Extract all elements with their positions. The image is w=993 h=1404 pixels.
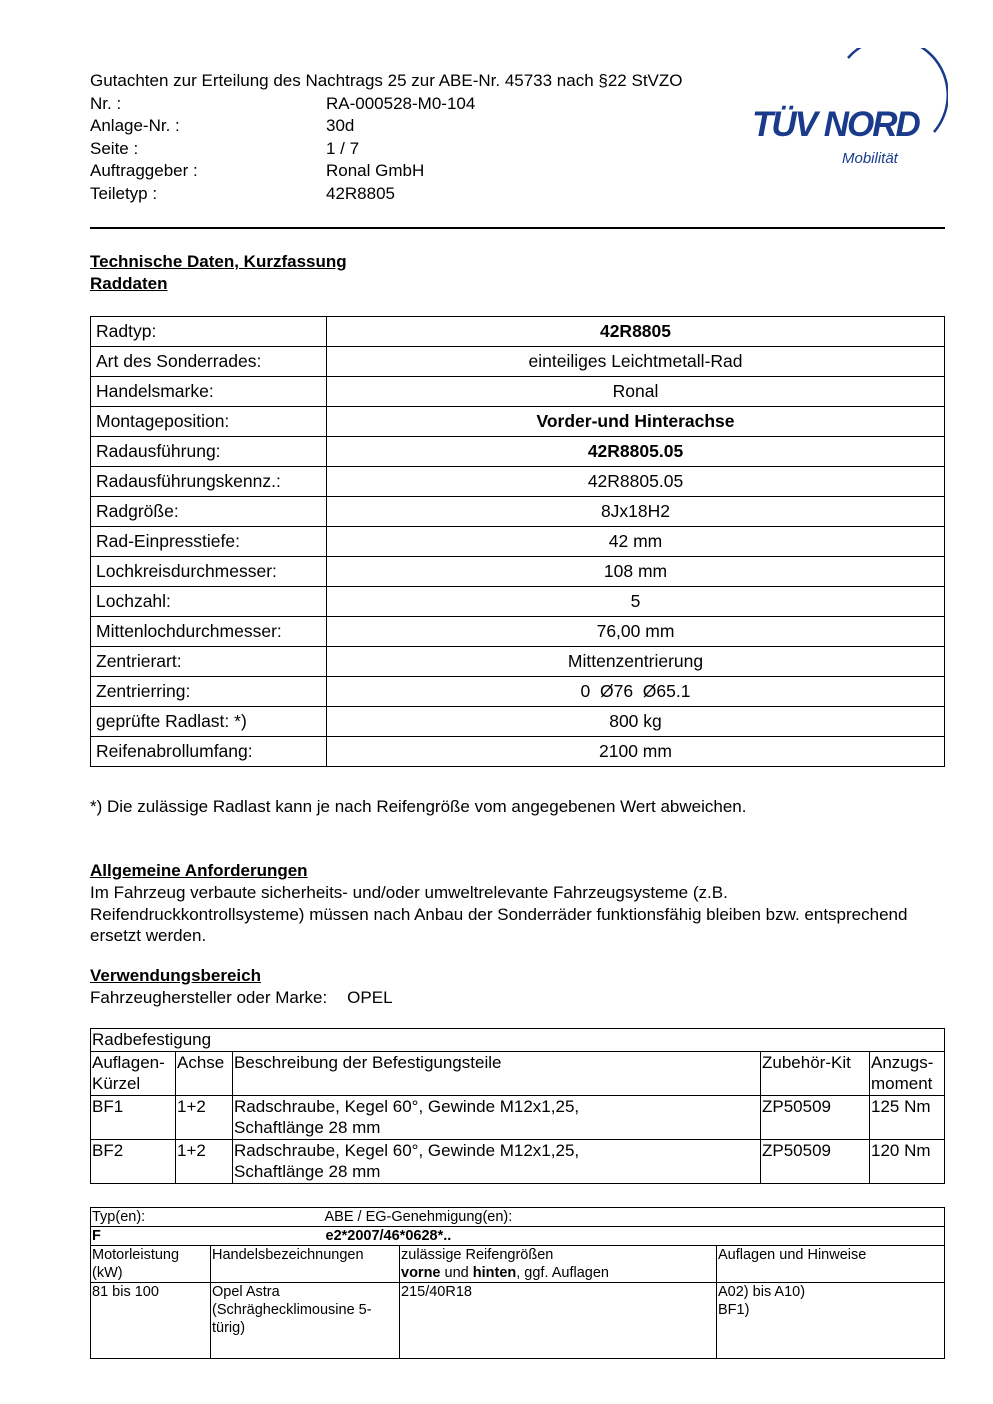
table-value: 8Jx18H2 <box>327 497 945 527</box>
table-label: Handelsmarke: <box>91 377 327 407</box>
table-label: geprüfte Radlast: *) <box>91 707 327 737</box>
table-row <box>91 1283 945 1359</box>
table-label: Montageposition: <box>91 407 327 437</box>
description-line: Schaftlänge 28 mm <box>234 1118 381 1137</box>
table-value: Mittenzentrierung <box>327 647 945 677</box>
table-cell <box>233 1095 761 1139</box>
column-header-handel: Handelsbezeichnungen <box>211 1246 400 1283</box>
table-cell <box>717 1283 945 1359</box>
header-row-anlage <box>90 115 750 138</box>
header-label: Seite : <box>90 138 139 158</box>
table-cell: 81 bis 100 <box>91 1283 211 1359</box>
manufacturer-label: Fahrzeughersteller oder Marke: <box>90 988 328 1007</box>
column-header-reifen <box>400 1246 717 1283</box>
table-value: 0 Ø76 Ø65.1 <box>327 677 945 707</box>
header-bold: hinten <box>472 1265 517 1281</box>
table-label: Radtyp: <box>91 317 327 347</box>
typ-label-row <box>91 1208 945 1227</box>
section-subtitle: Raddaten <box>90 274 168 293</box>
table-cell: ZP50509 <box>761 1095 870 1139</box>
table-label: Mittenlochdurchmesser: <box>91 617 327 647</box>
header-line: zulässige Reifengrößen <box>401 1247 554 1263</box>
table-value: 2100 mm <box>327 737 945 767</box>
header-label: Nr. : <box>90 93 122 113</box>
logo-sub-text: Mobilität <box>842 150 898 167</box>
table-header-row <box>91 1246 945 1283</box>
table-row <box>91 347 945 377</box>
table-row <box>91 737 945 767</box>
table-row <box>91 617 945 647</box>
table-value: 42 mm <box>327 527 945 557</box>
table-row <box>91 377 945 407</box>
table-cell: 1+2 <box>176 1139 233 1183</box>
table-value: 5 <box>327 587 945 617</box>
section-title: Verwendungsbereich <box>90 966 261 985</box>
table-row <box>91 707 945 737</box>
header-line: Motorleistung <box>92 1247 180 1263</box>
table-row <box>91 467 945 497</box>
header-row-seite <box>90 138 750 161</box>
radlast-footnote: *) Die zulässige Radlast kann je nach Reifengröße vom angegebenen Wert abweichen. <box>90 797 747 816</box>
column-header-motor <box>91 1246 211 1283</box>
description-line: Radschraube, Kegel 60°, Gewinde M12x1,25, <box>234 1140 580 1160</box>
table-label: Radausführungskennz.: <box>91 467 327 497</box>
typen-table <box>90 1207 945 1359</box>
table-label: Lochzahl: <box>91 587 327 617</box>
manufacturer-line <box>90 987 945 1009</box>
table-label: Zentrierart: <box>91 647 327 677</box>
cell-line: (Schräghecklimousine 5- <box>212 1302 372 1318</box>
table-label: Rad-Einpresstiefe: <box>91 527 327 557</box>
table-label: Radgröße: <box>91 497 327 527</box>
radbefestigung-table <box>90 1028 945 1184</box>
description-line: Radschraube, Kegel 60°, Gewinde M12x1,25, <box>234 1096 580 1116</box>
typ-label: Typ(en): <box>91 1208 400 1227</box>
table-row <box>91 497 945 527</box>
cell-line: BF1) <box>718 1302 750 1318</box>
column-header-auflagen: Auflagen und Hinweise <box>717 1246 945 1283</box>
header-divider <box>90 227 945 229</box>
header-value: 42R8805 <box>326 183 396 203</box>
raddaten-table <box>90 316 945 767</box>
manufacturer-value: OPEL <box>347 988 393 1007</box>
header-value: RA-000528-M0-104 <box>326 93 476 113</box>
abe-label: ABE / EG-Genehmigung(en): <box>324 1209 513 1225</box>
header-row-nr <box>90 93 750 116</box>
table-label: Lochkreisdurchmesser: <box>91 557 327 587</box>
section-title: Allgemeine Anforderungen <box>90 861 308 880</box>
header-text: und <box>440 1265 473 1281</box>
table-cell: BF2 <box>91 1139 176 1183</box>
table-cell: 120 Nm <box>870 1139 945 1183</box>
table-label: Art des Sonderrades: <box>91 347 327 377</box>
table-value: 108 mm <box>327 557 945 587</box>
tuv-nord-logo <box>748 48 948 172</box>
header-label: Teiletyp : <box>90 183 158 203</box>
table-value: 42R8805 <box>327 317 945 347</box>
typ-value-row <box>91 1227 945 1246</box>
table-value: Ronal <box>327 377 945 407</box>
column-header: Auflagen-Kürzel <box>91 1051 176 1095</box>
table-row <box>91 1095 945 1139</box>
header-bold: vorne <box>401 1265 441 1281</box>
section-allgemeine-anforderungen <box>90 860 945 947</box>
description-line: Schaftlänge 28 mm <box>234 1162 381 1181</box>
table-value: einteiliges Leichtmetall-Rad <box>327 347 945 377</box>
header-value: Ronal GmbH <box>326 161 425 181</box>
table-row <box>91 647 945 677</box>
header-label: Anlage-Nr. : <box>90 116 180 136</box>
column-header: Beschreibung der Befestigungsteile <box>233 1051 761 1095</box>
table-value: Vorder-und Hinterachse <box>327 407 945 437</box>
logo-brand-text: TÜV NORD <box>752 105 919 144</box>
table-cell: 1+2 <box>176 1095 233 1139</box>
table-title: Radbefestigung <box>91 1029 945 1052</box>
table-cell <box>233 1139 761 1183</box>
table-value: 800 kg <box>327 707 945 737</box>
table-header-row <box>91 1051 945 1095</box>
table-label: Radausführung: <box>91 437 327 467</box>
abe-value: e2*2007/46*0628*.. <box>325 1228 452 1244</box>
table-cell <box>211 1283 400 1359</box>
header-line <box>401 1264 715 1282</box>
table-row <box>91 587 945 617</box>
section-title: Technische Daten, Kurzfassung <box>90 252 347 271</box>
cell-line: türig) <box>212 1320 246 1336</box>
typ-value: F <box>91 1227 400 1246</box>
table-title-row <box>91 1029 945 1052</box>
table-value: 42R8805.05 <box>327 467 945 497</box>
header-label: Auftraggeber : <box>90 161 198 181</box>
section-technische-daten <box>90 251 347 295</box>
header-text: , ggf. Auflagen <box>516 1265 609 1281</box>
header-row-auftraggeber <box>90 160 750 183</box>
cell-line: Opel Astra <box>212 1284 280 1300</box>
table-row <box>91 407 945 437</box>
document-header <box>90 70 750 206</box>
header-line: (kW) <box>92 1265 123 1281</box>
table-row <box>91 437 945 467</box>
table-row <box>91 1139 945 1183</box>
section-verwendungsbereich <box>90 965 945 1009</box>
column-header: Zubehör-Kit <box>761 1051 870 1095</box>
cell-line: A02) bis A10) <box>718 1284 806 1300</box>
table-label: Reifenabrollumfang: <box>91 737 327 767</box>
document-title: Gutachten zur Erteilung des Nachtrags 25 zur ABE-Nr. 45733 nach §22 StVZO <box>90 71 683 90</box>
table-row <box>91 317 945 347</box>
table-cell: BF1 <box>91 1095 176 1139</box>
header-value: 1 / 7 <box>326 138 360 158</box>
section-text: Im Fahrzeug verbaute sicherheits- und/oder umweltrelevante Fahrzeugsysteme (z.B. Reifendruckkontrollsysteme) müssen nach Anbau der Sonderräder funktionsfähig bleiben bzw. entsprechend ersetzt werden. <box>90 883 908 945</box>
table-value: 42R8805.05 <box>327 437 945 467</box>
column-header: Achse <box>176 1051 233 1095</box>
table-label: Zentrierring: <box>91 677 327 707</box>
table-cell: 125 Nm <box>870 1095 945 1139</box>
table-row <box>91 527 945 557</box>
table-cell: 215/40R18 <box>400 1283 717 1359</box>
column-header: Anzugs-moment <box>870 1051 945 1095</box>
table-row <box>91 557 945 587</box>
table-value: 76,00 mm <box>327 617 945 647</box>
abe-label-cell <box>324 1208 945 1227</box>
header-row-teiletyp <box>90 183 750 206</box>
table-row <box>91 677 945 707</box>
header-value: 30d <box>326 116 355 136</box>
table-cell: ZP50509 <box>761 1139 870 1183</box>
abe-value-cell <box>325 1227 945 1246</box>
